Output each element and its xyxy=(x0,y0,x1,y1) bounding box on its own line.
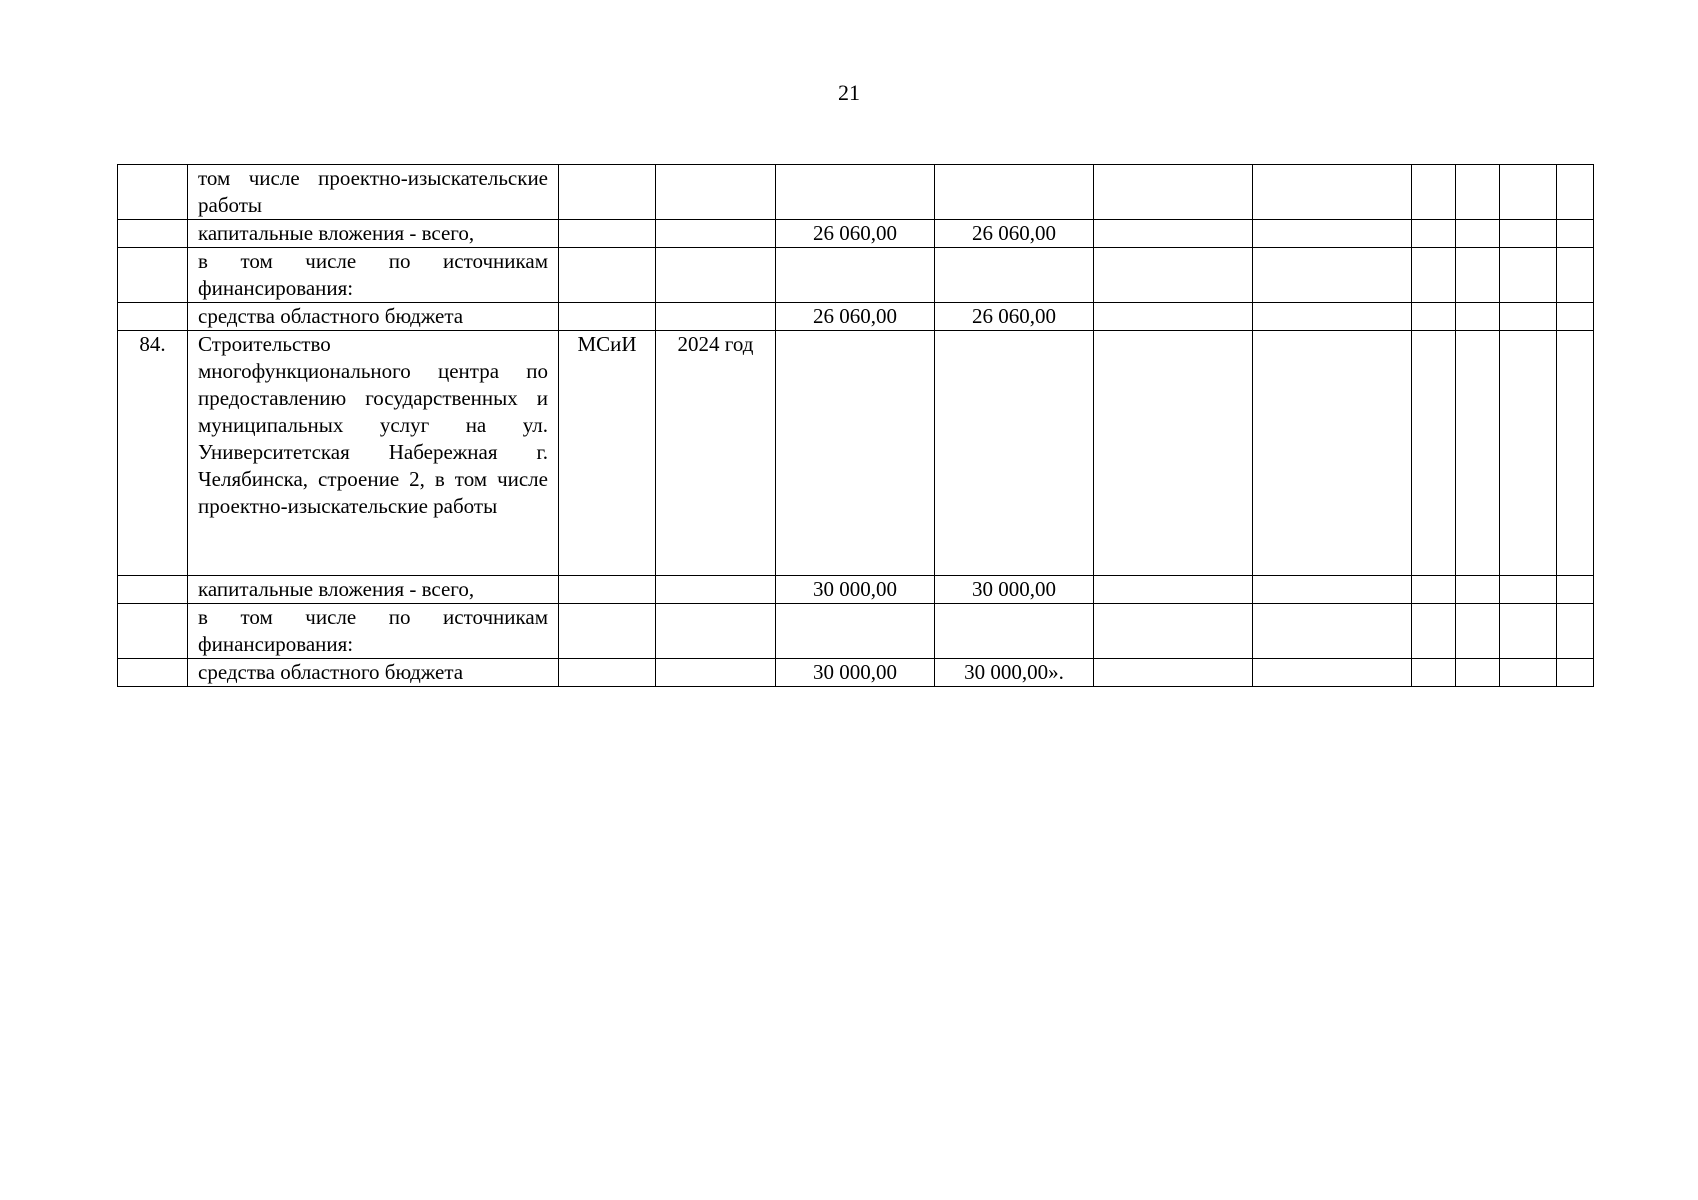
empty-cell xyxy=(1253,331,1412,576)
empty-cell xyxy=(1253,576,1412,604)
empty-cell xyxy=(1094,576,1253,604)
empty-cell xyxy=(1500,604,1557,659)
empty-cell xyxy=(1500,331,1557,576)
empty-cell xyxy=(1557,303,1594,331)
executor-cell: МСиИ xyxy=(559,331,656,576)
period-cell xyxy=(656,604,776,659)
amount-cell: 30 000,00». xyxy=(935,659,1094,687)
period-cell xyxy=(656,220,776,248)
period-cell xyxy=(656,248,776,303)
empty-cell xyxy=(1412,303,1456,331)
empty-cell xyxy=(1253,165,1412,220)
empty-cell xyxy=(1557,165,1594,220)
executor-cell xyxy=(559,604,656,659)
empty-cell xyxy=(1557,576,1594,604)
amount-cell xyxy=(776,604,935,659)
empty-cell xyxy=(1253,248,1412,303)
empty-cell xyxy=(1094,220,1253,248)
empty-cell xyxy=(1253,604,1412,659)
amount-cell: 26 060,00 xyxy=(935,303,1094,331)
empty-cell xyxy=(1456,303,1500,331)
empty-cell xyxy=(1557,659,1594,687)
item-name-cell: капитальные вложения - всего, xyxy=(188,220,559,248)
empty-cell xyxy=(1456,220,1500,248)
table-row xyxy=(118,331,1594,576)
amount-cell xyxy=(935,248,1094,303)
table-row xyxy=(118,659,1594,687)
executor-cell xyxy=(559,576,656,604)
amount-cell: 30 000,00 xyxy=(776,576,935,604)
empty-cell xyxy=(1500,303,1557,331)
amount-cell: 26 060,00 xyxy=(776,303,935,331)
empty-cell xyxy=(1412,659,1456,687)
empty-cell xyxy=(1557,220,1594,248)
executor-cell xyxy=(559,165,656,220)
empty-cell xyxy=(1456,248,1500,303)
table-row xyxy=(118,165,1594,220)
empty-cell xyxy=(1557,331,1594,576)
item-name-cell: том числе проектно-изыскательские работы xyxy=(188,165,559,220)
amount-cell xyxy=(935,331,1094,576)
item-name-cell: в том числе по источникам финансирования: xyxy=(188,604,559,659)
empty-cell xyxy=(1253,303,1412,331)
empty-cell xyxy=(1456,576,1500,604)
period-cell: 2024 год xyxy=(656,331,776,576)
row-number-cell xyxy=(118,303,188,331)
empty-cell xyxy=(1456,659,1500,687)
row-number-cell xyxy=(118,659,188,687)
executor-cell xyxy=(559,248,656,303)
empty-cell xyxy=(1500,576,1557,604)
empty-cell xyxy=(1094,165,1253,220)
empty-cell xyxy=(1500,248,1557,303)
budget-table xyxy=(117,164,1594,687)
page-number: 21 xyxy=(838,80,860,105)
row-number-cell xyxy=(118,248,188,303)
executor-cell xyxy=(559,659,656,687)
period-cell xyxy=(656,303,776,331)
empty-cell xyxy=(1500,659,1557,687)
amount-cell xyxy=(935,165,1094,220)
empty-cell xyxy=(1456,165,1500,220)
empty-cell xyxy=(1253,659,1412,687)
empty-cell xyxy=(1412,165,1456,220)
amount-cell: 26 060,00 xyxy=(935,220,1094,248)
row-number-cell xyxy=(118,604,188,659)
amount-cell: 30 000,00 xyxy=(776,659,935,687)
empty-cell xyxy=(1412,576,1456,604)
executor-cell xyxy=(559,303,656,331)
table-row xyxy=(118,604,1594,659)
period-cell xyxy=(656,165,776,220)
amount-cell xyxy=(776,165,935,220)
empty-cell xyxy=(1500,220,1557,248)
amount-cell xyxy=(776,331,935,576)
table-row xyxy=(118,248,1594,303)
item-name-cell: в том числе по источникам финансирования: xyxy=(188,248,559,303)
empty-cell xyxy=(1557,248,1594,303)
amount-cell xyxy=(776,248,935,303)
table-row xyxy=(118,220,1594,248)
empty-cell xyxy=(1094,604,1253,659)
executor-cell xyxy=(559,220,656,248)
amount-cell: 26 060,00 xyxy=(776,220,935,248)
row-number-cell: 84. xyxy=(118,331,188,576)
amount-cell: 30 000,00 xyxy=(935,576,1094,604)
empty-cell xyxy=(1094,659,1253,687)
empty-cell xyxy=(1456,604,1500,659)
empty-cell xyxy=(1094,331,1253,576)
empty-cell xyxy=(1412,248,1456,303)
item-name-cell: средства областного бюджета xyxy=(188,659,559,687)
row-number-cell xyxy=(118,165,188,220)
item-name-cell: Строительство многофункционального центра по предоставлению государственных и муниципальных услуг на ул. Университетская Набережная г. Челябинска, строение 2, в том числе проектно-изыскательские работы xyxy=(188,331,559,576)
period-cell xyxy=(656,576,776,604)
period-cell xyxy=(656,659,776,687)
empty-cell xyxy=(1557,604,1594,659)
table-row xyxy=(118,303,1594,331)
empty-cell xyxy=(1412,604,1456,659)
row-number-cell xyxy=(118,220,188,248)
empty-cell xyxy=(1094,248,1253,303)
item-name-cell: средства областного бюджета xyxy=(188,303,559,331)
empty-cell xyxy=(1412,331,1456,576)
empty-cell xyxy=(1253,220,1412,248)
amount-cell xyxy=(935,604,1094,659)
empty-cell xyxy=(1500,165,1557,220)
empty-cell xyxy=(1412,220,1456,248)
item-name-cell: капитальные вложения - всего, xyxy=(188,576,559,604)
table-row xyxy=(118,576,1594,604)
empty-cell xyxy=(1456,331,1500,576)
empty-cell xyxy=(1094,303,1253,331)
row-number-cell xyxy=(118,576,188,604)
